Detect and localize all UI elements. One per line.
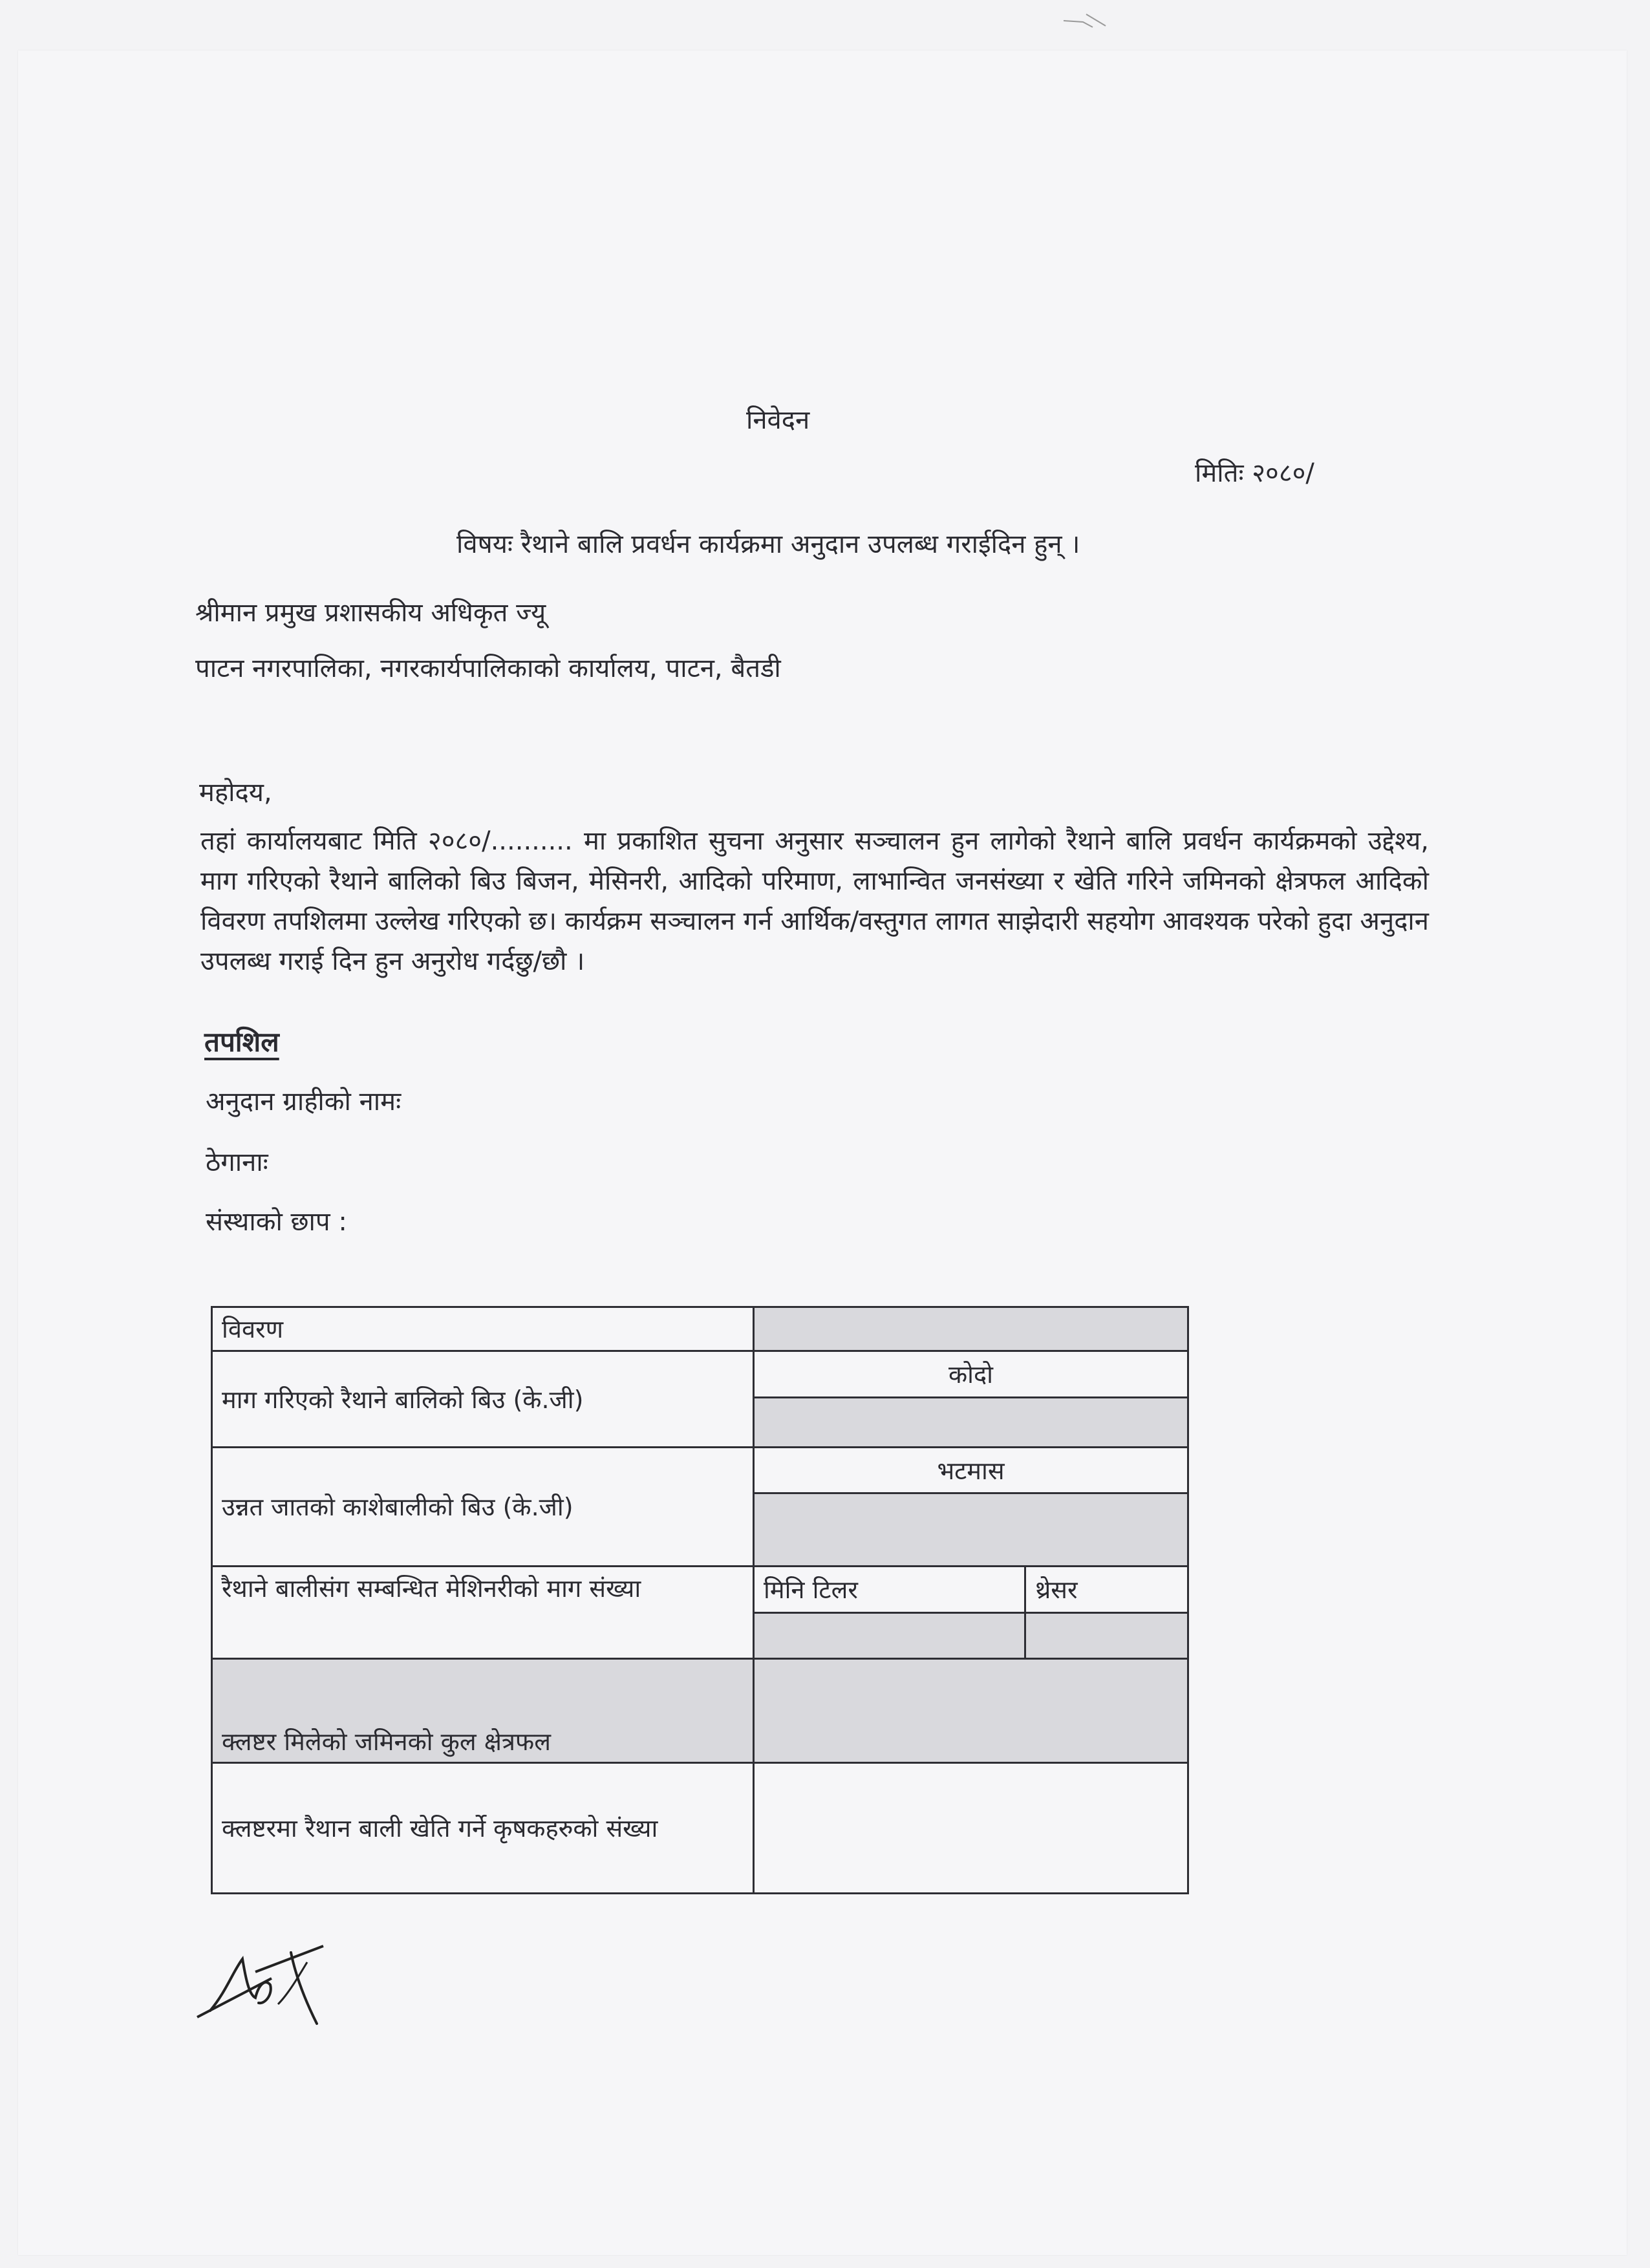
row3-label-cell: रैथाने बालीसंग सम्बन्धित मेशिनरीको माग संख्या	[212, 1566, 754, 1658]
row2-crop-cell: भटमास	[754, 1447, 1188, 1493]
addressee-line-1: श्रीमान प्रमुख प्रशासकीय अधिकृत ज्यू	[195, 598, 546, 628]
table-row	[212, 1566, 1188, 1613]
addressee-line-2: पाटन नगरपालिका, नगरकार्यपालिकाको कार्यालय, पाटन, बैतडी	[195, 654, 781, 683]
table-header-blank-cell	[754, 1307, 1188, 1351]
row4-label-cell: क्लष्टर मिलेको जमिनको कुल क्षेत्रफल	[212, 1658, 754, 1762]
grantee-name-field: अनुदान ग्राहीको नामः	[206, 1087, 402, 1117]
salutation: महोदय,	[199, 778, 272, 808]
row3-machine2-cell: थ्रेसर	[1025, 1566, 1188, 1613]
document-title: निवेदन	[746, 405, 810, 435]
row4-value-cell	[754, 1658, 1188, 1762]
row2-label-cell: उन्नत जातको काशेबालीको बिउ (के.जी)	[212, 1447, 754, 1566]
row1-label-cell: माग गरिएको रैथाने बालिको बिउ (के.जी)	[212, 1351, 754, 1447]
tapashil-heading: तपशिल	[204, 1026, 279, 1058]
table-row	[212, 1307, 1188, 1351]
table-row	[212, 1658, 1188, 1762]
row2-value-cell	[754, 1493, 1188, 1566]
signature-image	[194, 1933, 330, 2030]
stamp-field: संस्थाको छाप :	[206, 1207, 347, 1237]
table-row	[212, 1763, 1188, 1894]
table-row	[212, 1447, 1188, 1493]
address-field: ठेगानाः	[206, 1148, 268, 1177]
row1-crop-cell: कोदो	[754, 1351, 1188, 1398]
date-line: मितिः २०८०/	[1195, 458, 1314, 488]
details-table	[211, 1306, 1189, 1894]
paper-crease-mark	[1060, 8, 1112, 34]
row5-value-cell	[754, 1763, 1188, 1894]
body-paragraph: तहां कार्यालयबाट मिति २०८०/.......... मा प्रकाशित सुचना अनुसार सञ्चालन हुन लागेको रैथाने बालि प्रवर्धन कार्यक्रमको उद्देश्य, माग गरिएको रैथाने बालिको बिउ बिजन, मेसिनरी, आदिको परिमाण, लाभान्वित जनसंख्या र खेति गरिने जमिनको क्षेत्रफल आदिको विवरण तपशिलमा उल्लेख गरिएको छ। कार्यक्रम सञ्चालन गर्न आर्थिक/वस्तुगत लागत साझेदारी सहयोग आवश्यक परेको हुदा अनुदान उपलब्ध गराई दिन हुन अनुरोध गर्दछु/छौ ।	[200, 826, 1429, 976]
table-row	[212, 1351, 1188, 1398]
row1-value-cell	[754, 1398, 1188, 1448]
table-header-cell: विवरण	[212, 1307, 754, 1351]
row3-machine1-value-cell	[754, 1613, 1025, 1659]
subject-line: विषयः रैथाने बालि प्रवर्धन कार्यक्रमा अनुदान उपलब्ध गराईदिन हुन् ।	[456, 530, 1080, 559]
row3-machine1-cell: मिनि टिलर	[754, 1566, 1025, 1613]
row3-machine2-value-cell	[1025, 1613, 1188, 1659]
row5-label-cell: क्लष्टरमा रैथान बाली खेति गर्ने कृषकहरुको संख्या	[212, 1763, 754, 1894]
